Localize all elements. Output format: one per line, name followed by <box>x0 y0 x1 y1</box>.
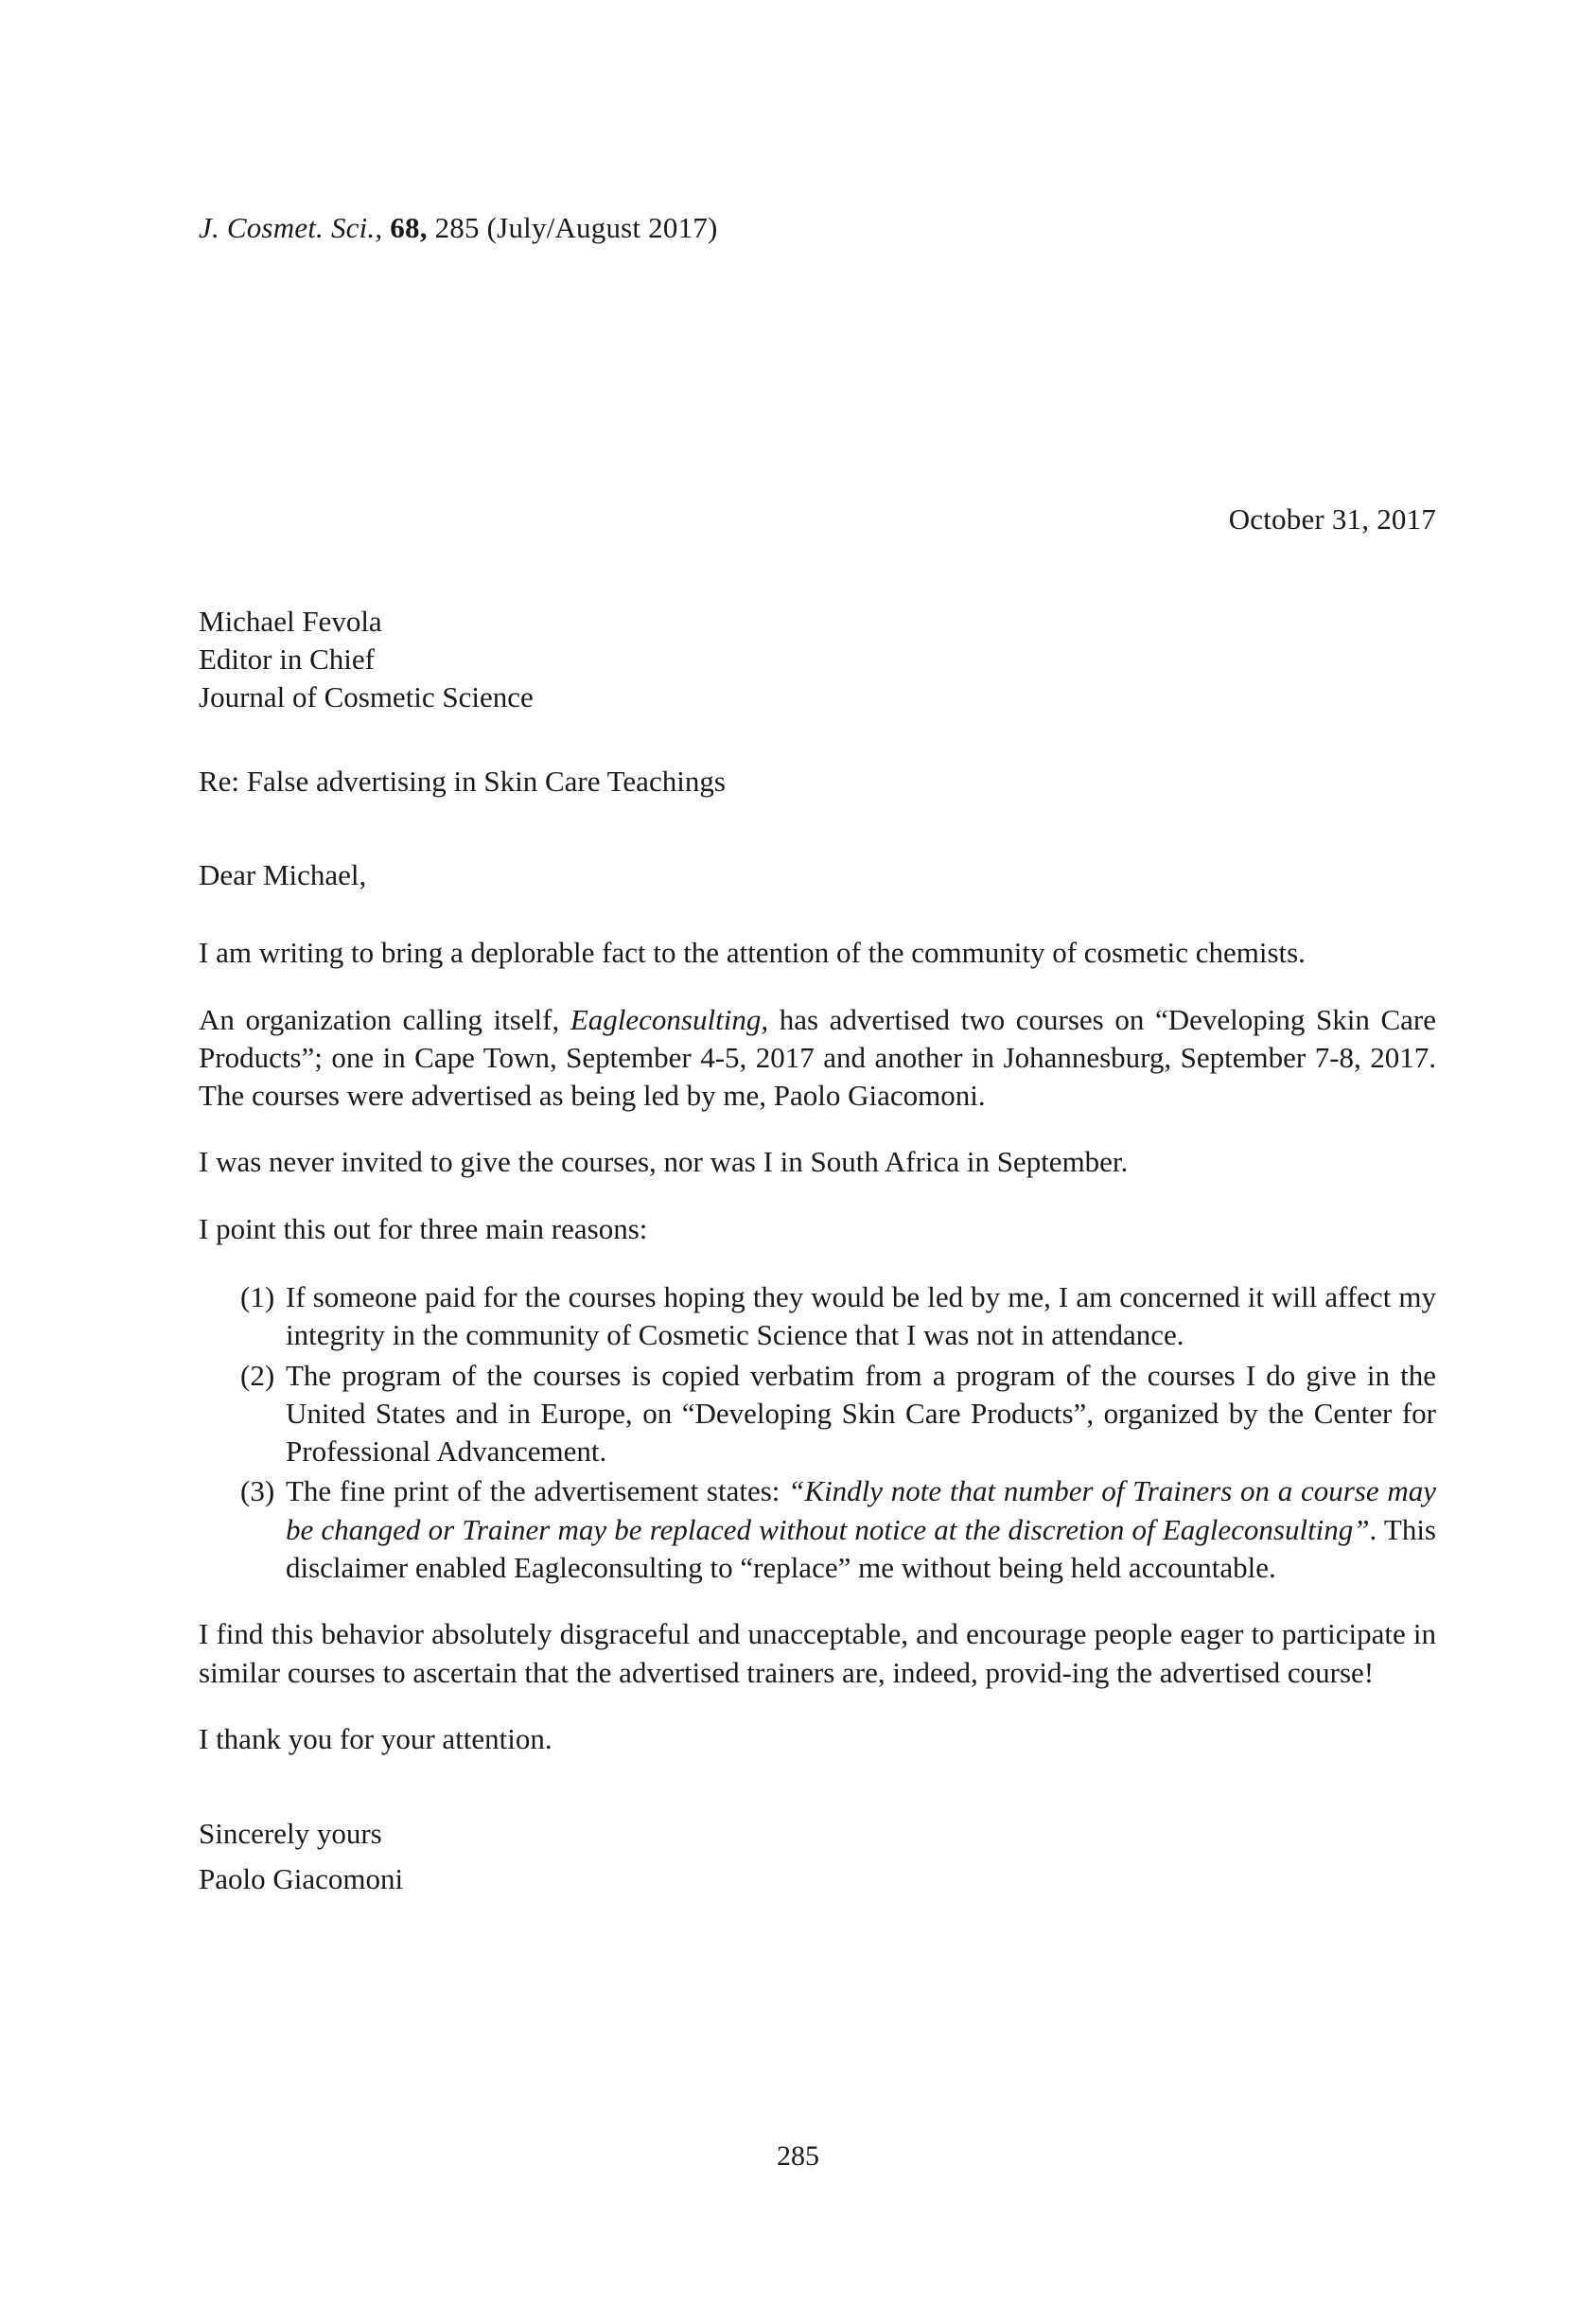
list-item <box>199 1278 1436 1355</box>
addressee-block <box>199 603 1436 715</box>
organization-name-italic: Eagleconsulting, <box>570 1002 769 1036</box>
salutation <box>199 858 1436 892</box>
salutation-text: Dear Michael, <box>199 858 367 892</box>
list-item-text: If someone paid for the courses hoping they would be led by me, I am concerned it will affect my integrity in the community of Cosmetic Science that I was not in attendance. <box>286 1279 1436 1352</box>
list-marker: (1) <box>240 1279 275 1313</box>
paragraph-2 <box>199 1001 1436 1116</box>
disclaimer-quote-italic: “Kindly note that number of Trainers on a course may be changed or Trainer may be replaced without notice at the discretion of Eagleconsulting” <box>286 1474 1436 1546</box>
paragraph-5: I find this behavior absolutely disgraceful and unacceptable, and encourage people eager to participate in similar courses to ascertain that the advertised trainers are, indeed, provid-ing the advertised course! <box>199 1617 1436 1689</box>
paragraph-2-part-b: has advertised two courses on “Developing Skin Care Products”; one in Cape Town, September 4-5, 2017 and another in Johannesburg, September 7-8, 2017. The courses were advertised as being led by me, Paolo Giacomoni. <box>199 1002 1436 1113</box>
paragraph-4: I point this out for three main reasons: <box>199 1211 648 1245</box>
journal-citation <box>199 210 1436 245</box>
paragraph-1: I am writing to bring a deplorable fact to the attention of the community of cosmetic chemists. <box>199 936 1306 970</box>
list-item <box>199 1357 1436 1471</box>
letter-date: October 31, 2017 <box>1228 502 1436 537</box>
list-item <box>199 1472 1436 1587</box>
list-item-text-before: The fine print of the advertisement states: <box>286 1474 789 1508</box>
page-number: 285 <box>777 2140 819 2172</box>
list-item-text-after: . This disclaimer enabled Eagleconsulting to “replace” me without being held accountable. <box>286 1512 1436 1585</box>
addressee-title: Editor in Chief <box>199 642 375 676</box>
subject-line: Re: False advertising in Skin Care Teachings <box>199 765 726 799</box>
closing-line: Sincerely yours <box>199 1817 382 1851</box>
paragraph-3: I was never invited to give the courses, nor was I in South Africa in September. <box>199 1145 1129 1179</box>
journal-name: J. Cosmet. Sci., <box>199 211 383 244</box>
journal-pages-issue: 285 (July/August 2017) <box>434 211 718 244</box>
list-marker: (2) <box>240 1358 275 1392</box>
list-item-text: The program of the courses is copied verbatim from a program of the courses I do give in the United States and in Europe, on “Developing Skin Care Products”, organized by the Center for Professional Advancement. <box>286 1358 1436 1469</box>
addressee-organization: Journal of Cosmetic Science <box>199 679 534 713</box>
signature-name: Paolo Giacomoni <box>199 1862 404 1896</box>
addressee-name: Michael Fevola <box>199 605 382 639</box>
reasons-list <box>199 1278 1436 1587</box>
signature-block <box>199 1811 1436 1902</box>
letter-content <box>199 210 1436 1902</box>
paragraph-6: I thank you for your attention. <box>199 1721 552 1755</box>
paragraph-2-part-a: An organization calling itself, <box>199 1002 570 1036</box>
list-marker: (3) <box>240 1474 275 1508</box>
journal-volume: 68, <box>390 211 428 244</box>
